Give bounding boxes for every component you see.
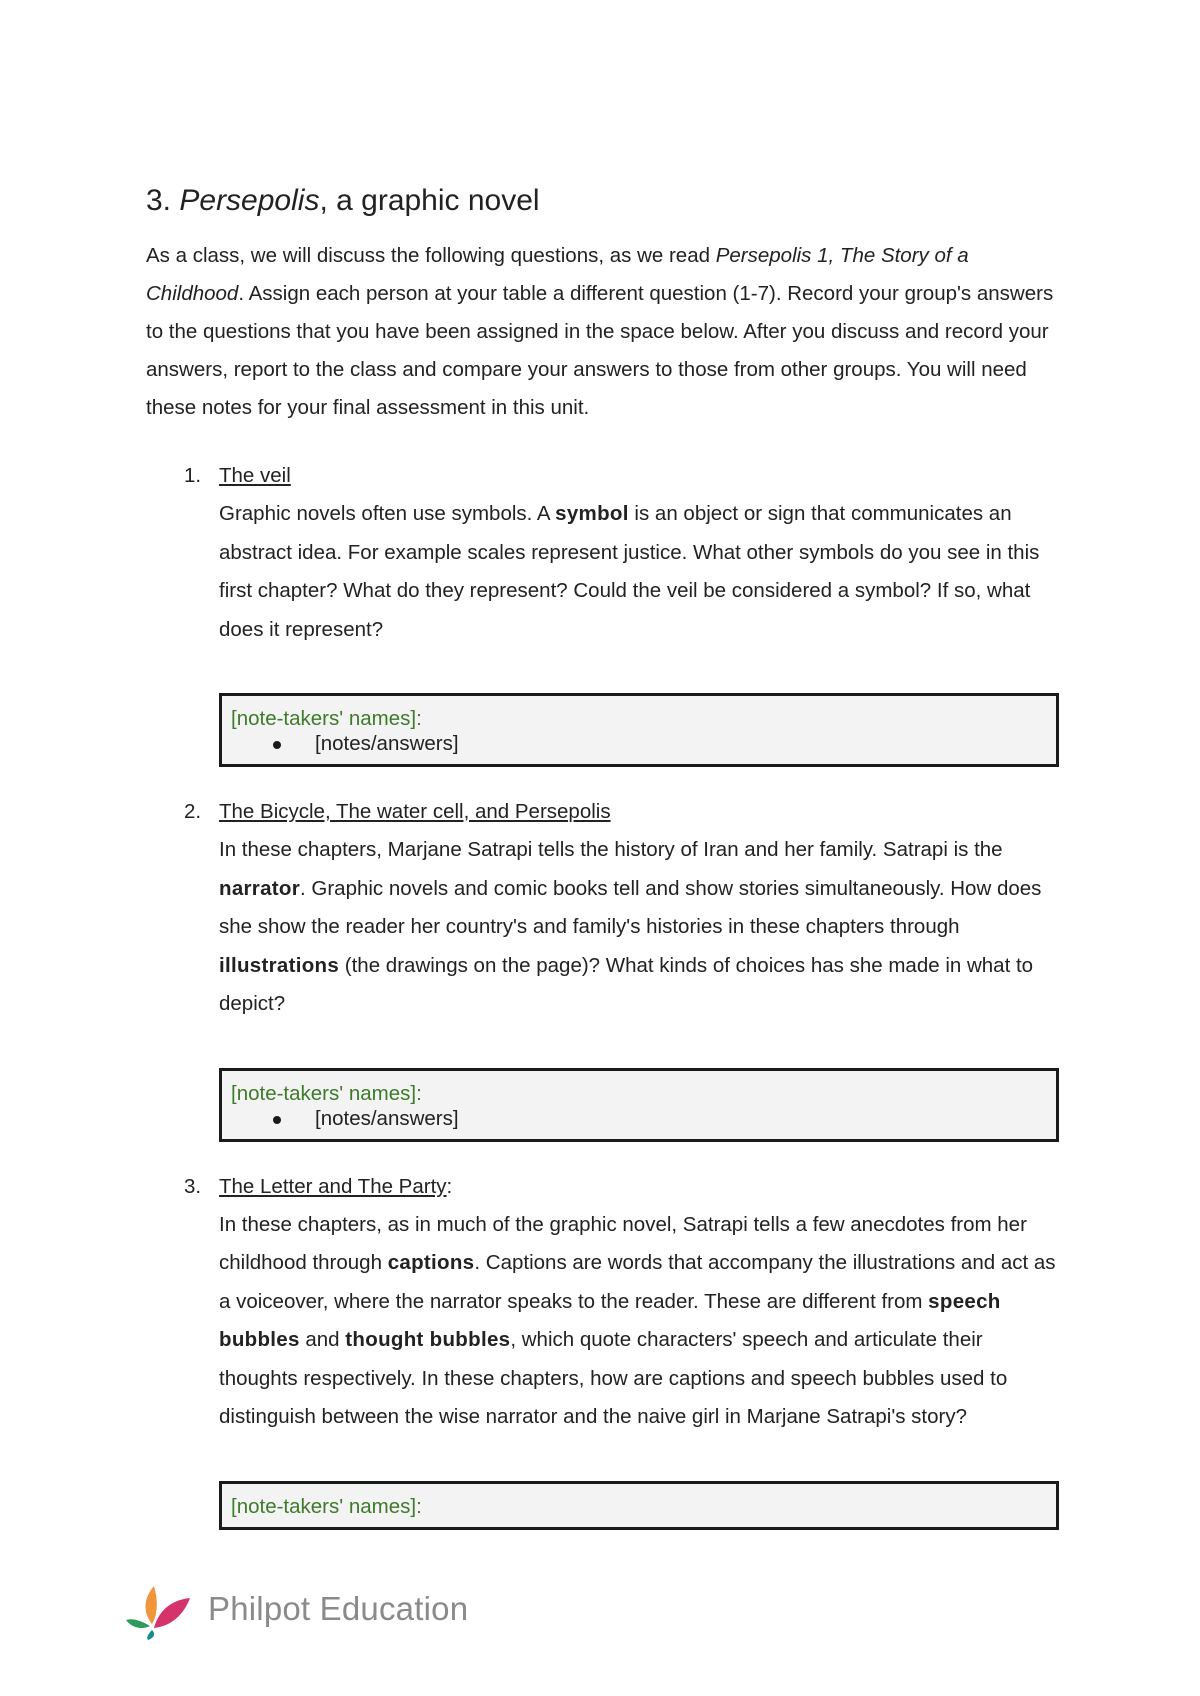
intro-paragraph: As a class, we will discuss the following questions, as we read Persepolis 1, The Story of a Childhood. Assign each person at your table a different question (1-7). Record your group's answers to the questions that you have been assigned in the space below. After you discuss and record your answers, report to the class and compare your answers to those from other groups. You will need these notes for your final assessment in this unit.	[146, 244, 1054, 419]
question-number: 1.	[184, 464, 202, 487]
notes-answer-bullet[interactable]: [notes/answers]	[231, 1106, 1047, 1131]
philpot-leaf-icon	[124, 1578, 202, 1640]
notes-answer-bullet[interactable]: [notes/answers]	[231, 731, 1047, 756]
section-title: 3. Persepolis, a graphic novel	[146, 184, 540, 217]
brand-name: Philpot Education	[208, 1590, 469, 1627]
note-takers-names[interactable]: [note-takers' names]:	[231, 1081, 422, 1105]
question-title: The Bicycle, The water cell, and Persepolis	[219, 800, 611, 823]
notes-box[interactable]	[219, 1481, 1059, 1530]
book-title: Persepolis 1, The Story of a Childhood	[146, 244, 969, 305]
question-number: 2.	[184, 800, 202, 823]
bullet-icon	[273, 1116, 281, 1124]
note-takers-names[interactable]: [note-takers' names]:	[231, 707, 422, 730]
footer-logo	[124, 1578, 468, 1640]
question-item	[146, 793, 1066, 1142]
question-title: The veil	[219, 464, 291, 487]
question-body: In these chapters, Marjane Satrapi tells the history of Iran and her family. Satrapi is the narrator. Graphic novels and comic books tell and show stories simultaneously. How does she show the reader her country's and family's histories in these chapters through illustrations (the drawings on the page)? What kinds of choices has she made in what to depict?	[219, 838, 1042, 1015]
notes-box[interactable]	[219, 693, 1059, 767]
question-body: Graphic novels often use symbols. A symbol is an object or sign that communicates an abstract idea. For example scales represent justice. What other symbols do you see in this first chapter? What do they represent? Could the veil be considered a symbol? If so, what does it represent?	[219, 502, 1040, 641]
note-takers-names[interactable]: [note-takers' names]:	[231, 1494, 422, 1518]
question-number: 3.	[184, 1174, 202, 1198]
question-list	[146, 457, 1066, 1530]
question-title: The Letter and The Party:	[219, 1174, 453, 1198]
bullet-icon	[273, 741, 281, 749]
question-item	[146, 1168, 1066, 1530]
notes-box[interactable]	[219, 1068, 1059, 1142]
question-body: In these chapters, as in much of the graphic novel, Satrapi tells a few anecdotes from her childhood through captions. Captions are words that accompany the illustrations and act as a voiceover, where the narrator speaks to the reader. These are different from speech bubbles and thought bubbles, which quote characters' speech and articulate their thoughts respectively. In these chapters, how are captions and speech bubbles used to distinguish between the wise narrator and the naive girl in Marjane Satrapi's story?	[219, 1212, 1056, 1428]
content-area	[146, 181, 1066, 1530]
question-item	[146, 457, 1066, 767]
